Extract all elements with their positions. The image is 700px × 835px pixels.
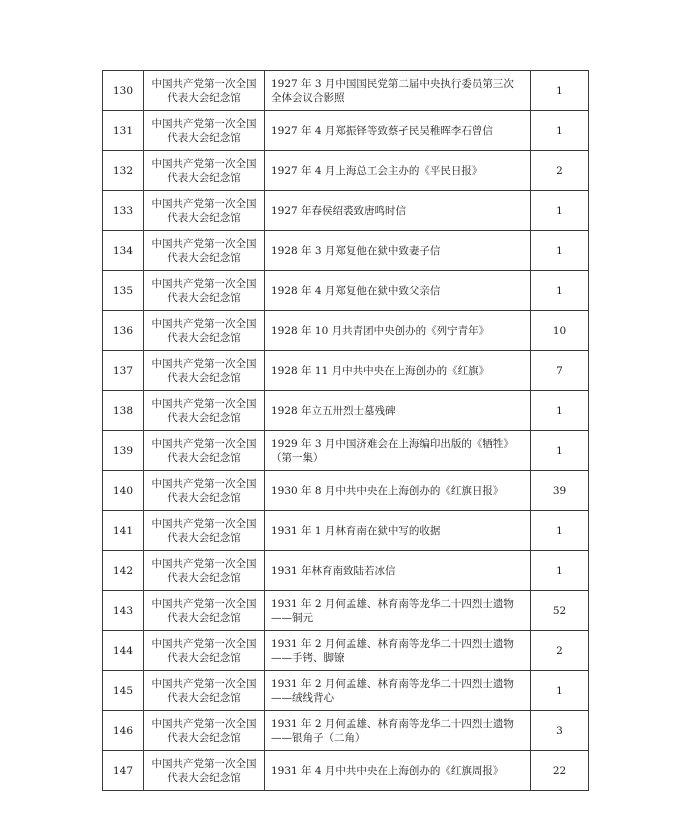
institution-line-2: 代表大会纪念馆 <box>167 491 241 504</box>
item-name-cell: 1930 年 8 月中共中央在上海创办的《红旗日报》 <box>265 471 531 511</box>
institution-cell <box>144 311 265 351</box>
institution-line-1: 中国共产党第一次全国 <box>151 157 257 170</box>
institution-line-2: 代表大会纪念馆 <box>167 211 241 224</box>
institution-line-2: 代表大会纪念馆 <box>167 331 241 344</box>
row-number-cell: 137 <box>103 351 144 391</box>
institution-line-2: 代表大会纪念馆 <box>167 731 241 744</box>
item-name-cell: 1931 年 1 月林育南在狱中写的收据 <box>265 511 531 551</box>
item-name-cell: 1928 年 10 月共青团中央创办的《列宁青年》 <box>265 311 531 351</box>
item-name-cell: 1931 年 2 月何孟雄、林育南等龙华二十四烈士遗物——绒线背心 <box>265 671 531 711</box>
institution-cell <box>144 431 265 471</box>
table-row <box>103 231 589 271</box>
row-number-cell: 147 <box>103 751 144 791</box>
quantity-cell: 10 <box>531 311 589 351</box>
row-number-cell: 131 <box>103 111 144 151</box>
institution-line-1: 中国共产党第一次全国 <box>151 197 257 210</box>
institution-line-2: 代表大会纪念馆 <box>167 571 241 584</box>
table-row <box>103 591 589 631</box>
table-row <box>103 431 589 471</box>
table-row <box>103 551 589 591</box>
row-number-cell: 136 <box>103 311 144 351</box>
table-row <box>103 511 589 551</box>
institution-line-1: 中国共产党第一次全国 <box>151 357 257 370</box>
item-name-cell: 1927 年春侯绍裘致唐鸣时信 <box>265 191 531 231</box>
institution-line-1: 中国共产党第一次全国 <box>151 397 257 410</box>
item-name-cell: 1931 年 2 月何孟雄、林育南等龙华二十四烈士遗物——手铐、脚镣 <box>265 631 531 671</box>
institution-cell <box>144 351 265 391</box>
institution-cell <box>144 711 265 751</box>
quantity-cell: 1 <box>531 111 589 151</box>
institution-cell <box>144 551 265 591</box>
row-number-cell: 132 <box>103 151 144 191</box>
institution-cell <box>144 231 265 271</box>
item-name-cell: 1931 年 4 月中共中央在上海创办的《红旗周报》 <box>265 751 531 791</box>
table-row <box>103 631 589 671</box>
institution-line-2: 代表大会纪念馆 <box>167 91 241 104</box>
quantity-cell: 1 <box>531 271 589 311</box>
row-number-cell: 140 <box>103 471 144 511</box>
quantity-cell: 1 <box>531 231 589 271</box>
quantity-cell: 2 <box>531 151 589 191</box>
institution-cell <box>144 71 265 111</box>
quantity-cell: 1 <box>531 671 589 711</box>
institution-line-2: 代表大会纪念馆 <box>167 451 241 464</box>
institution-cell <box>144 471 265 511</box>
institution-line-1: 中国共产党第一次全国 <box>151 317 257 330</box>
table-row <box>103 711 589 751</box>
row-number-cell: 134 <box>103 231 144 271</box>
item-name-cell: 1931 年 2 月何孟雄、林育南等龙华二十四烈士遗物——铜元 <box>265 591 531 631</box>
institution-cell <box>144 591 265 631</box>
table-row <box>103 271 589 311</box>
quantity-cell: 1 <box>531 191 589 231</box>
institution-line-2: 代表大会纪念馆 <box>167 691 241 704</box>
row-number-cell: 139 <box>103 431 144 471</box>
institution-line-1: 中国共产党第一次全国 <box>151 717 257 730</box>
collection-table-body <box>103 71 589 791</box>
institution-line-1: 中国共产党第一次全国 <box>151 517 257 530</box>
institution-line-1: 中国共产党第一次全国 <box>151 597 257 610</box>
institution-line-2: 代表大会纪念馆 <box>167 531 241 544</box>
item-name-cell: 1928 年 11 月中共中央在上海创办的《红旗》 <box>265 351 531 391</box>
row-number-cell: 145 <box>103 671 144 711</box>
row-number-cell: 143 <box>103 591 144 631</box>
institution-line-2: 代表大会纪念馆 <box>167 291 241 304</box>
institution-cell <box>144 111 265 151</box>
institution-line-1: 中国共产党第一次全国 <box>151 277 257 290</box>
table-row <box>103 351 589 391</box>
institution-line-1: 中国共产党第一次全国 <box>151 757 257 770</box>
institution-line-1: 中国共产党第一次全国 <box>151 677 257 690</box>
institution-line-2: 代表大会纪念馆 <box>167 171 241 184</box>
quantity-cell: 1 <box>531 551 589 591</box>
institution-cell <box>144 631 265 671</box>
institution-cell <box>144 271 265 311</box>
institution-line-1: 中国共产党第一次全国 <box>151 77 257 90</box>
row-number-cell: 135 <box>103 271 144 311</box>
institution-line-1: 中国共产党第一次全国 <box>151 237 257 250</box>
quantity-cell: 1 <box>531 511 589 551</box>
item-name-cell: 1928 年立五卅烈士墓残碑 <box>265 391 531 431</box>
institution-line-1: 中国共产党第一次全国 <box>151 637 257 650</box>
institution-cell <box>144 671 265 711</box>
institution-cell <box>144 191 265 231</box>
table-row <box>103 71 589 111</box>
item-name-cell: 1931 年林育南致陆若冰信 <box>265 551 531 591</box>
row-number-cell: 141 <box>103 511 144 551</box>
institution-line-2: 代表大会纪念馆 <box>167 771 241 784</box>
institution-cell <box>144 751 265 791</box>
institution-line-1: 中国共产党第一次全国 <box>151 437 257 450</box>
institution-cell <box>144 151 265 191</box>
institution-line-2: 代表大会纪念馆 <box>167 251 241 264</box>
row-number-cell: 142 <box>103 551 144 591</box>
item-name-cell: 1927 年 4 月郑振铎等致蔡孑民吴稚晖李石曾信 <box>265 111 531 151</box>
quantity-cell: 7 <box>531 351 589 391</box>
table-row <box>103 311 589 351</box>
quantity-cell: 3 <box>531 711 589 751</box>
item-name-cell: 1928 年 4 月郑复他在狱中致父亲信 <box>265 271 531 311</box>
institution-line-1: 中国共产党第一次全国 <box>151 557 257 570</box>
institution-cell <box>144 391 265 431</box>
item-name-cell: 1927 年 4 月上海总工会主办的《平民日报》 <box>265 151 531 191</box>
quantity-cell: 39 <box>531 471 589 511</box>
quantity-cell: 52 <box>531 591 589 631</box>
table-row <box>103 471 589 511</box>
quantity-cell: 1 <box>531 71 589 111</box>
institution-line-2: 代表大会纪念馆 <box>167 611 241 624</box>
item-name-cell: 1929 年 3 月中国济难会在上海编印出版的《牺牲》（第一集） <box>265 431 531 471</box>
institution-line-2: 代表大会纪念馆 <box>167 411 241 424</box>
table-row <box>103 111 589 151</box>
quantity-cell: 22 <box>531 751 589 791</box>
collection-table <box>102 70 589 791</box>
row-number-cell: 138 <box>103 391 144 431</box>
institution-line-2: 代表大会纪念馆 <box>167 131 241 144</box>
quantity-cell: 1 <box>531 391 589 431</box>
institution-cell <box>144 511 265 551</box>
institution-line-1: 中国共产党第一次全国 <box>151 117 257 130</box>
table-row <box>103 751 589 791</box>
row-number-cell: 133 <box>103 191 144 231</box>
institution-line-2: 代表大会纪念馆 <box>167 651 241 664</box>
item-name-cell: 1928 年 3 月郑复他在狱中致妻子信 <box>265 231 531 271</box>
row-number-cell: 146 <box>103 711 144 751</box>
table-row <box>103 191 589 231</box>
item-name-cell: 1931 年 2 月何孟雄、林育南等龙华二十四烈士遗物——银角子（二角） <box>265 711 531 751</box>
institution-line-2: 代表大会纪念馆 <box>167 371 241 384</box>
table-row <box>103 151 589 191</box>
quantity-cell: 1 <box>531 431 589 471</box>
quantity-cell: 2 <box>531 631 589 671</box>
row-number-cell: 130 <box>103 71 144 111</box>
institution-line-1: 中国共产党第一次全国 <box>151 477 257 490</box>
item-name-cell: 1927 年 3 月中国国民党第二届中央执行委员第三次全体会议合影照 <box>265 71 531 111</box>
table-row <box>103 671 589 711</box>
table-row <box>103 391 589 431</box>
row-number-cell: 144 <box>103 631 144 671</box>
